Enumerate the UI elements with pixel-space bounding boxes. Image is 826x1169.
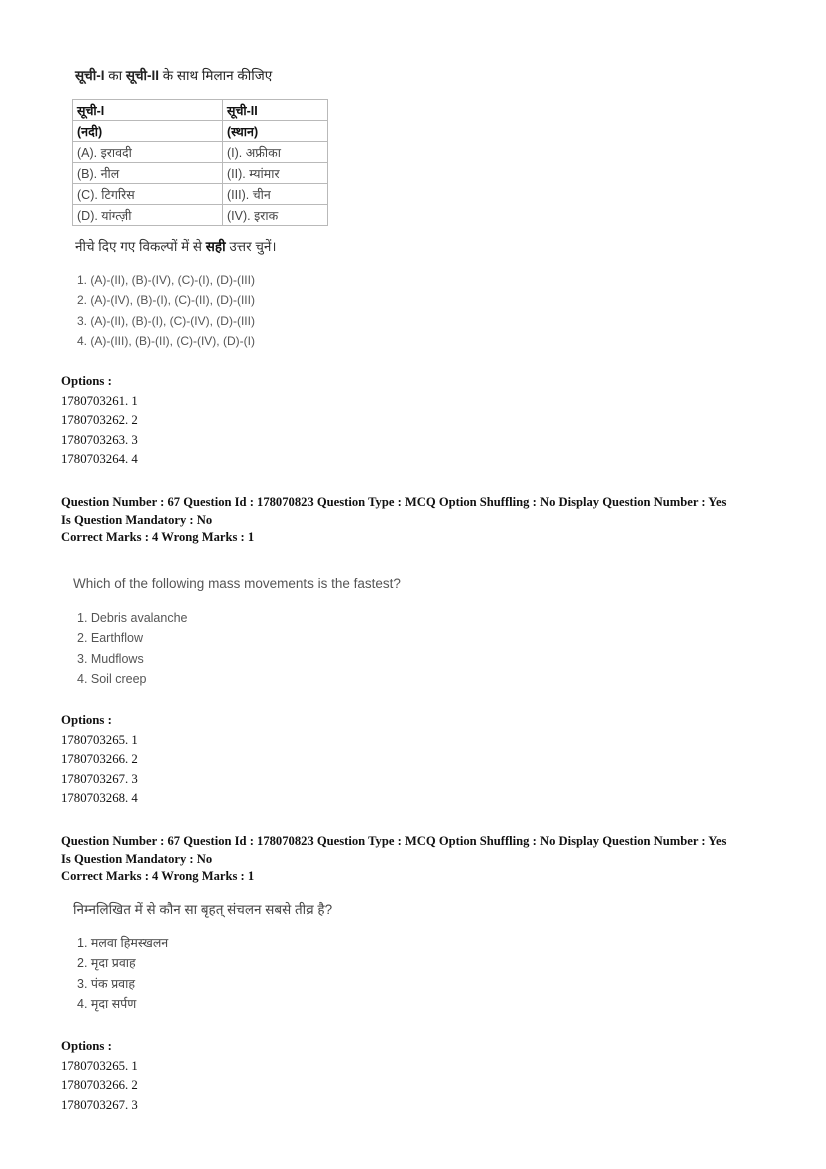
table-row: [73, 163, 328, 184]
choice-item: 2. Earthflow: [77, 631, 144, 646]
q1-choices: [77, 270, 255, 351]
table-row: [73, 184, 328, 205]
table-cell: (C). टिगरिस: [73, 184, 223, 205]
table-row: [73, 142, 328, 163]
option-id: 1780703266. 2: [61, 1078, 138, 1092]
option-id: 1780703265. 1: [61, 1058, 138, 1073]
choice-item: 3. Mudflows: [77, 651, 144, 666]
question-meta-line: Correct Marks : 4 Wrong Marks : 1: [61, 530, 255, 544]
table-cell: (IV). इराक: [223, 205, 328, 226]
choice-item: 2. (A)-(IV), (B)-(I), (C)-(II), (D)-(III): [77, 293, 255, 308]
choice-item: 4. Soil creep: [77, 671, 147, 686]
table-cell: (II). म्यांमार: [223, 163, 328, 184]
q3-options: [61, 1037, 138, 1115]
table-header-cell: सूची-II: [223, 100, 328, 121]
option-id: 1780703262. 2: [61, 413, 138, 427]
question-meta-line: Question Number : 67 Question Id : 178070823 Question Type : MCQ Option Shuffling : No Display Question Number : Yes: [61, 495, 727, 509]
question-meta-line: Is Question Mandatory : No: [61, 851, 213, 866]
table-row: [73, 205, 328, 226]
choice-item: 2. मृदा प्रवाह: [77, 956, 136, 971]
q1-instruction-mid: का: [104, 68, 126, 83]
table-header-row: [73, 121, 328, 142]
options-label: Options :: [61, 374, 112, 388]
table-cell: (A). इरावदी: [73, 142, 223, 163]
option-id: 1780703267. 3: [61, 1097, 138, 1112]
choice-item: 1. मलवा हिमस्खलन: [77, 936, 169, 950]
q1-match-table: [72, 99, 328, 226]
table-header-row: [73, 100, 328, 121]
option-id: 1780703266. 2: [61, 752, 138, 766]
q3-question-text: निम्नलिखित में से कौन सा बृहत् संचलन सबसे तीव्र है?: [73, 902, 333, 917]
q1-instruction-list1: सूची-I: [75, 68, 105, 83]
q2-question-text: Which of the following mass movements is the fastest?: [73, 576, 401, 591]
q1-select-post: उत्तर चुनें।: [225, 239, 277, 254]
q1-instruction: [75, 66, 272, 84]
table-header-cell: (स्थान): [223, 121, 328, 142]
table-cell: (I). अफ्रीका: [223, 142, 328, 163]
option-id: 1780703263. 3: [61, 432, 138, 447]
table-cell: (III). चीन: [223, 184, 328, 205]
options-label: Options :: [61, 1039, 112, 1053]
choice-item: 4. मृदा सर्पण: [77, 996, 137, 1011]
choice-item: 1. Debris avalanche: [77, 611, 188, 625]
option-id: 1780703264. 4: [61, 452, 138, 466]
q1-options: [61, 372, 138, 470]
q1-instruction-post: के साथ मिलान कीजिए: [159, 68, 273, 83]
option-id: 1780703268. 4: [61, 791, 138, 805]
q1-select-instruction: [75, 237, 277, 255]
q3-meta: [61, 833, 726, 886]
q3-choices: [77, 933, 168, 1014]
q1-select-bold: सही: [205, 239, 226, 254]
question-meta-line: Question Number : 67 Question Id : 178070823 Question Type : MCQ Option Shuffling : No Display Question Number : Yes: [61, 834, 727, 848]
q2-options: [61, 711, 138, 809]
question-meta-line: Is Question Mandatory : No: [61, 512, 213, 527]
table-cell: (B). नील: [73, 163, 223, 184]
choice-item: 4. (A)-(III), (B)-(II), (C)-(IV), (D)-(I): [77, 333, 255, 348]
table-cell: (D). यांग्त्ज़ी: [73, 205, 223, 226]
q2-meta: [61, 494, 726, 547]
option-id: 1780703261. 1: [61, 393, 138, 408]
choice-item: 3. (A)-(II), (B)-(I), (C)-(IV), (D)-(III): [77, 313, 255, 328]
q1-instruction-list2: सूची-II: [125, 68, 160, 83]
choice-item: 1. (A)-(II), (B)-(IV), (C)-(I), (D)-(III): [77, 273, 255, 287]
option-id: 1780703267. 3: [61, 771, 138, 786]
q2-choices: [77, 608, 187, 689]
option-id: 1780703265. 1: [61, 732, 138, 747]
table-header-cell: सूची-I: [73, 100, 223, 121]
question-meta-line: Correct Marks : 4 Wrong Marks : 1: [61, 869, 255, 883]
table-header-cell: (नदी): [73, 121, 223, 142]
choice-item: 3. पंक प्रवाह: [77, 976, 136, 991]
options-label: Options :: [61, 713, 112, 727]
q1-select-pre: नीचे दिए गए विकल्पों में से: [75, 239, 206, 254]
